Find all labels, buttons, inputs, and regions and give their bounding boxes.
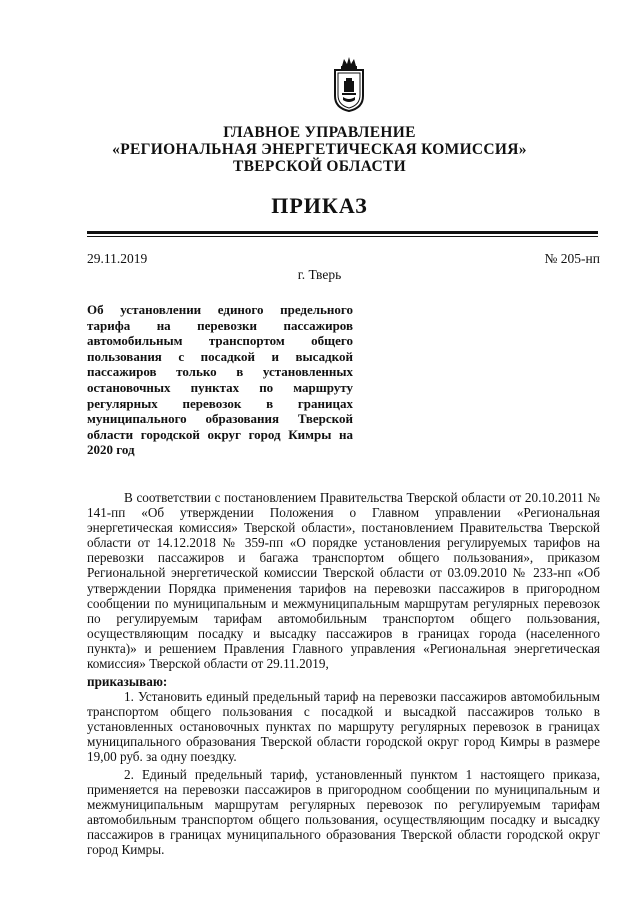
item-1-paragraph: 1. Установить единый предельный тариф на перевозки пассажиров автомобильным транспортом общего пользования с посадкой и высадкой пассажиров только в установленных остановочных пунктах по маршруту регулярных перевозок в границах муниципального образования Тверской области городской округ город Кимры в размере 19,00 руб. за одну поездку.: [87, 689, 600, 765]
agency-name-line-3: ТВЕРСКОЙ ОБЛАСТИ: [233, 158, 406, 175]
order-word: приказываю:: [87, 674, 168, 689]
order-date: 29.11.2019: [87, 251, 148, 266]
header-divider-thin: [87, 236, 598, 237]
agency-name-line-1: ГЛАВНОЕ УПРАВЛЕНИЕ: [223, 124, 416, 141]
coat-of-arms-emblem: [333, 56, 365, 112]
header-divider-thick: [87, 231, 598, 234]
order-city: г. Тверь: [297, 267, 342, 282]
order-number: № 205-нп: [544, 251, 600, 266]
agency-name-line-2: «РЕГИОНАЛЬНАЯ ЭНЕРГЕТИЧЕСКАЯ КОМИССИЯ»: [112, 141, 527, 158]
preamble-paragraph: В соответствии с постановлением Правительства Тверской области от 20.10.2011 № 141-пп «Об утверждении Положения о Главном управлении «Региональная энергетическая комиссия» Тверской области», постановлением Правительства Тверской области от 14.12.2018 № 359-пп «О порядке установления регулируемых тарифов на перевозки пассажиров и багажа транспортом общего пользования», приказом Региональной энергетической комиссии Тверской области от 03.09.2010 № 233-нп «Об утверждении Порядка применения тарифов на перевозки пассажиров в пригородном сообщении по муниципальным и межмуниципальным маршрутам регулярных перевозок по регулируемым тарифам автомобильным транспортом общего пользования, осуществляющим посадку и высадку пассажиров в границах города (населенного пункта)» и решением Правления Главного управления «Региональная энергетическая комиссия» Тверской области от 29.11.2019,: [87, 490, 600, 672]
document-title: ПРИКАЗ: [271, 193, 368, 218]
item-2-paragraph: 2. Единый предельный тариф, установленный пунктом 1 настоящего приказа, применяется на перевозки пассажиров в пригородном сообщении по муниципальным и межмуниципальным маршрутам регулярных перевозок по регулируемым тарифам автомобильным транспортом общего пользования, осуществляющим посадку и высадку пассажиров в границах муниципального образования Тверской области городской округ город Кимры.: [87, 767, 600, 858]
order-subject: Об установлении единого предельного тарифа на перевозки пассажиров автомобильным транспортом общего пользования с посадкой и высадкой пассажиров только в установленных остановочных пунктах по маршруту регулярных перевозок в границах муниципального образования Тверской области городской округ город Кимры на 2020 год: [87, 302, 353, 458]
